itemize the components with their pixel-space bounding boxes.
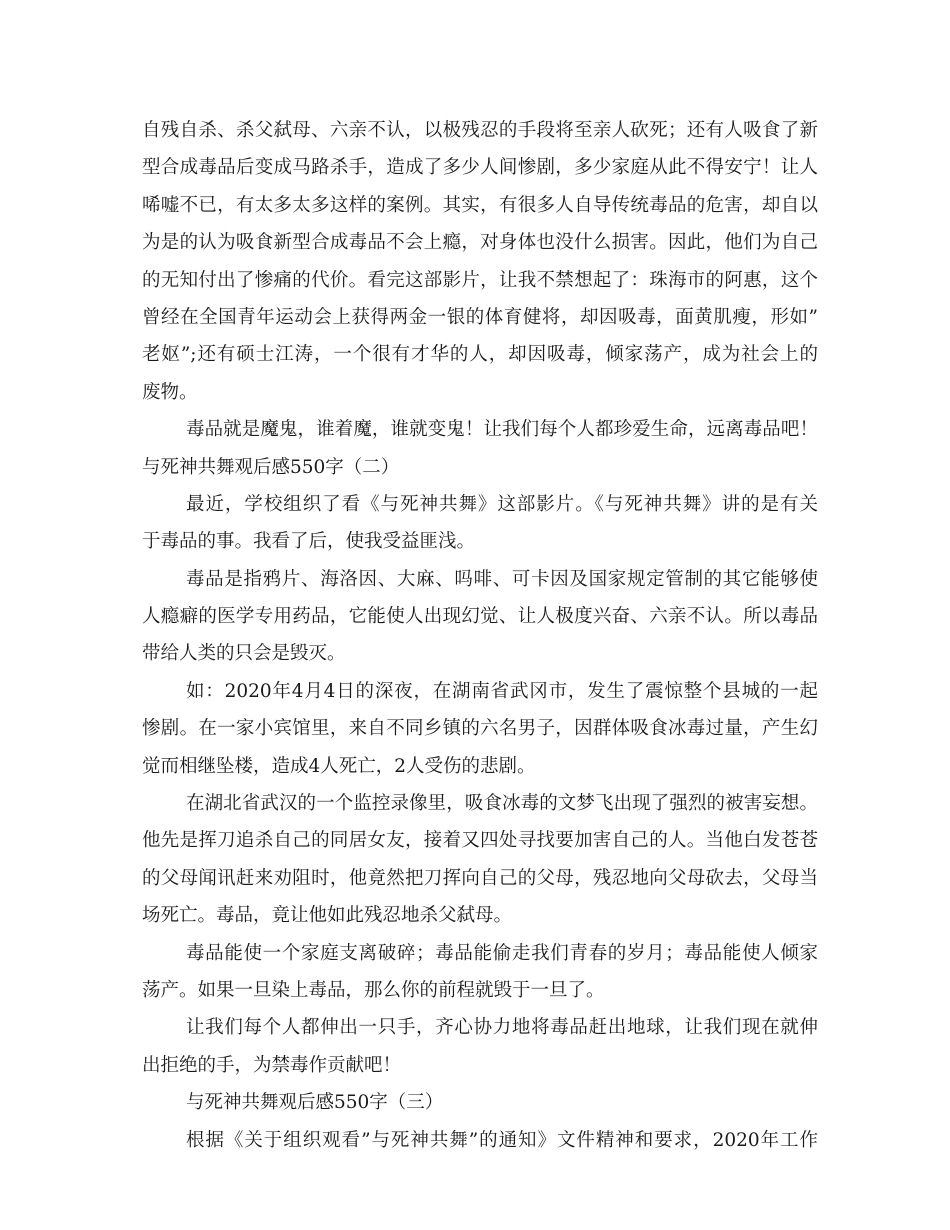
- text-line: 觉而相继坠楼，造成4人死亡，2人受伤的悲剧。: [142, 755, 536, 777]
- text-line: 型合成毒品后变成马路杀手，造成了多少人间惨剧，多少家庭从此不得安宁！让人: [142, 157, 818, 179]
- text-line: 毒品能使一个家庭支离破碎；毒品能偷走我们青春的岁月；毒品能使人倾家: [186, 942, 818, 964]
- text-line: 废物。: [142, 381, 198, 403]
- text-line: 老妪”;还有硕士江涛，一个很有才华的人，却因吸毒，倾家荡产，成为社会上的: [142, 344, 818, 366]
- text-line: 毒品是指鸦片、海洛因、大麻、吗啡、可卡因及国家规定管制的其它能够使: [186, 568, 818, 590]
- text-line: 人瘾癖的医学专用药品，它能使人出现幻觉、让人极度兴奋、六亲不认。所以毒品: [142, 606, 818, 628]
- text-line: 唏嘘不已，有太多太多这样的案例。其实，有很多人自导传统毒品的危害，却自以: [142, 194, 818, 216]
- text-line: 与死神共舞观后感550字（二）: [142, 456, 400, 478]
- text-line: 让我们每个人都伸出一只手，齐心协力地将毒品赶出地球，让我们现在就伸: [186, 1017, 818, 1039]
- document-body: [142, 112, 818, 1159]
- text-line: 自残自杀、杀父弑母、六亲不认，以极残忍的手段将至亲人砍死；还有人吸食了新: [142, 120, 818, 141]
- text-line: 的无知付出了惨痛的代价。看完这部影片，让我不禁想起了：珠海市的阿惠，这个: [142, 269, 818, 291]
- text-line: 场死亡。毒品，竟让他如此残忍地杀父弑母。: [142, 905, 513, 927]
- text-line: 他先是挥刀追杀自己的同居女友，接着又四处寻找要加害自己的人。当他白发苍苍: [142, 830, 818, 852]
- text-line: 根据《关于组织观看”与死神共舞”的通知》文件精神和要求，2020年工作: [186, 1129, 818, 1151]
- text-line: 惨剧。在一家小宾馆里，来自不同乡镇的六名男子，因群体吸食冰毒过量，产生幻: [142, 718, 818, 740]
- text-line: 为是的认为吸食新型合成毒品不会上瘾，对身体也没什么损害。因此，他们为自己: [142, 232, 818, 254]
- text-line: 的父母闻讯赶来劝阻时，他竟然把刀挥向自己的父母，残忍地向父母砍去，父母当: [142, 867, 818, 889]
- text-line: 与死神共舞观后感550字（三）: [186, 1092, 444, 1114]
- text-line: 在湖北省武汉的一个监控录像里，吸食冰毒的文梦飞出现了强烈的被害妄想。: [186, 793, 818, 815]
- text-line: 出拒绝的手，为禁毒作贡献吧！: [142, 1054, 402, 1076]
- text-line: 最近，学校组织了看《与死神共舞》这部影片。《与死神共舞》讲的是有关: [186, 493, 818, 515]
- text-line: 于毒品的事。我看了后，使我受益匪浅。: [142, 531, 476, 553]
- text-line: 带给人类的只会是毁灭。: [142, 643, 346, 665]
- text-line: 毒品就是魔鬼，谁着魔，谁就变鬼！让我们每个人都珍爱生命，远离毒品吧！: [186, 419, 818, 441]
- text-line: 曾经在全国青年运动会上获得两金一银的体育健将，却因吸毒，面黄肌瘦，形如”: [142, 306, 818, 328]
- text-line: 荡产。如果一旦染上毒品，那么你的前程就毁于一旦了。: [142, 979, 605, 1001]
- text-line: 如：2020年4月4日的深夜，在湖南省武冈市，发生了震惊整个县城的一起: [186, 680, 818, 702]
